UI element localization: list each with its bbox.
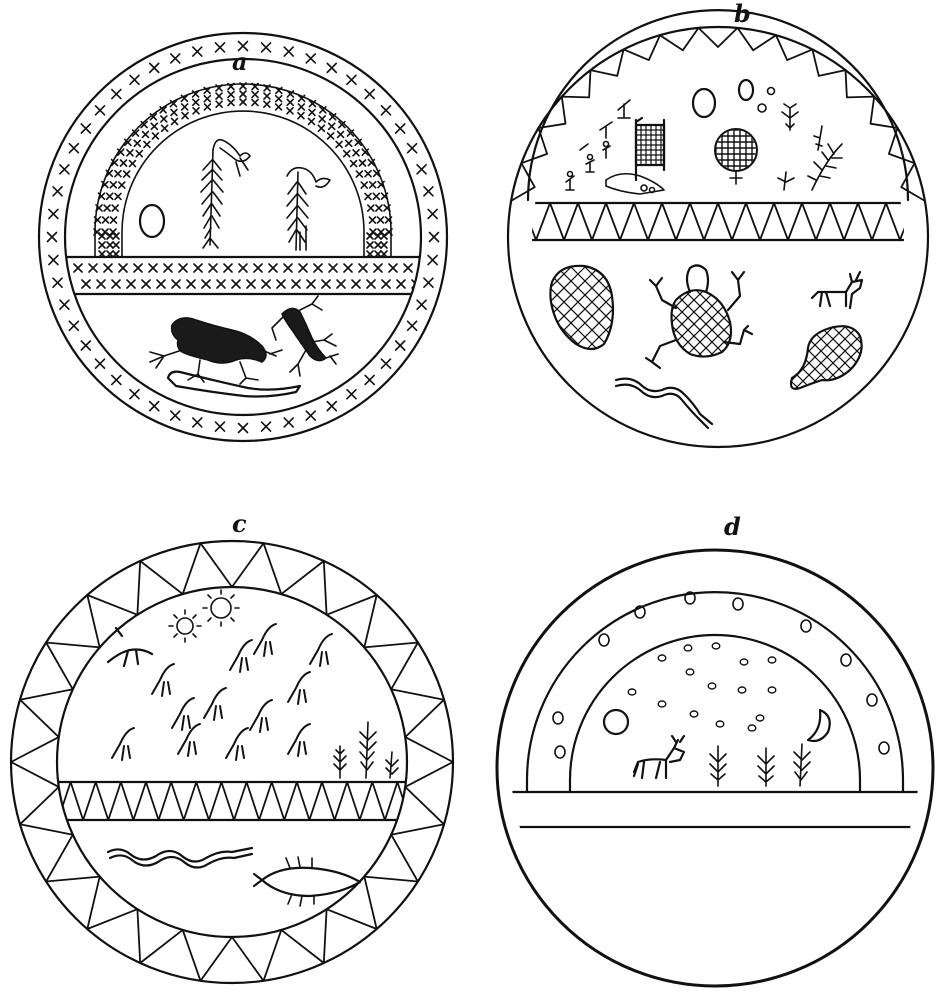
arch-cross bbox=[152, 133, 158, 139]
star-dot bbox=[708, 683, 716, 689]
star-dot bbox=[690, 711, 698, 717]
panel-b-outer-ring bbox=[508, 27, 928, 447]
panel-b-snake-figure bbox=[616, 379, 712, 428]
panel-b-netted-shell-right bbox=[720, 322, 934, 392]
star-dot bbox=[555, 746, 565, 758]
arch-cross bbox=[110, 182, 116, 188]
arch-cross bbox=[367, 242, 373, 248]
cross-mark bbox=[53, 187, 62, 196]
panel-a-band-crosses bbox=[74, 264, 420, 288]
panel-d-trees bbox=[710, 744, 810, 786]
band-cross bbox=[74, 264, 82, 272]
cross-mark bbox=[262, 422, 271, 431]
star-dot bbox=[658, 655, 666, 661]
band-cross bbox=[322, 280, 330, 288]
arch-cross bbox=[338, 131, 344, 137]
arch-cross bbox=[351, 161, 357, 167]
star-dot bbox=[879, 742, 889, 754]
star-dot bbox=[768, 657, 776, 663]
star-dot bbox=[740, 659, 748, 665]
panel-c-inner-triangle-band bbox=[58, 782, 410, 820]
panel-d-sun bbox=[604, 710, 628, 734]
star-dot bbox=[841, 654, 851, 666]
arch-cross bbox=[264, 93, 270, 99]
panel-a-moon-oval bbox=[140, 205, 164, 237]
panel-c-label: c bbox=[232, 509, 247, 538]
band-cross bbox=[119, 264, 127, 272]
band-cross bbox=[134, 264, 142, 272]
cross-mark bbox=[171, 411, 180, 420]
arch-cross bbox=[240, 91, 246, 97]
bird-track bbox=[172, 698, 194, 730]
panel-d-deer-figure bbox=[634, 736, 684, 778]
band-cross bbox=[127, 280, 135, 288]
cross-mark bbox=[306, 411, 315, 420]
arch-cross bbox=[309, 109, 315, 115]
band-cross bbox=[329, 264, 337, 272]
cross-mark bbox=[408, 321, 417, 330]
band-cross bbox=[389, 264, 397, 272]
band-cross bbox=[202, 280, 210, 288]
band-cross bbox=[179, 264, 187, 272]
cross-mark bbox=[171, 54, 180, 63]
star-dot bbox=[716, 721, 724, 727]
triangle-zigzag bbox=[11, 543, 453, 981]
arch-cross bbox=[375, 242, 381, 248]
band-cross bbox=[397, 280, 405, 288]
arch-cross bbox=[369, 217, 375, 223]
arch-cross bbox=[216, 93, 222, 99]
band-cross bbox=[187, 280, 195, 288]
star-dot bbox=[712, 643, 720, 649]
cross-mark bbox=[150, 402, 159, 411]
arch-cross bbox=[240, 99, 246, 105]
band-cross bbox=[404, 264, 412, 272]
panel-b-deer-figure bbox=[812, 272, 862, 308]
panel-b-netted-frame bbox=[606, 118, 664, 194]
cross-mark bbox=[48, 233, 57, 242]
arch-cross bbox=[171, 109, 177, 115]
bird-track bbox=[230, 640, 252, 672]
star-dot bbox=[738, 687, 746, 693]
cross-mark bbox=[96, 106, 105, 115]
panel-a-tree-left bbox=[201, 140, 250, 248]
arch-cross bbox=[111, 217, 117, 223]
band-cross bbox=[157, 280, 165, 288]
star-dot bbox=[801, 620, 811, 632]
arch-cross bbox=[193, 99, 199, 105]
arch-cross bbox=[99, 242, 105, 248]
cross-mark bbox=[347, 75, 356, 84]
panel-b-triangle-arc bbox=[511, 28, 925, 201]
star-dot bbox=[628, 689, 636, 695]
cross-mark bbox=[130, 390, 139, 399]
panel-c-sun-left bbox=[169, 610, 201, 642]
star-dot bbox=[867, 694, 877, 706]
band-cross bbox=[104, 264, 112, 272]
band-cross bbox=[314, 264, 322, 272]
band-cross bbox=[367, 280, 375, 288]
arch-cross bbox=[252, 92, 258, 98]
arch-cross bbox=[308, 118, 314, 124]
band-cross bbox=[262, 280, 270, 288]
bird-track bbox=[250, 700, 272, 732]
cross-mark bbox=[365, 375, 374, 384]
band-cross bbox=[112, 280, 120, 288]
panel-b-tree-figures bbox=[778, 104, 842, 190]
arch-cross bbox=[115, 171, 121, 177]
cross-mark bbox=[112, 375, 121, 384]
cross-mark bbox=[150, 63, 159, 72]
arch-cross bbox=[107, 242, 113, 248]
arch-cross bbox=[365, 171, 371, 177]
triangle-zigzag bbox=[511, 28, 925, 201]
star-dot bbox=[756, 715, 764, 721]
cross-mark bbox=[306, 54, 315, 63]
net-hatch bbox=[454, 262, 702, 356]
cross-mark bbox=[60, 300, 69, 309]
cross-mark bbox=[262, 43, 271, 52]
arch-cross bbox=[370, 182, 376, 188]
bird-track bbox=[204, 688, 226, 720]
arch-cross bbox=[318, 125, 324, 131]
panel-b bbox=[454, 0, 935, 447]
panel-b-netted-sun bbox=[714, 128, 758, 184]
star-dot bbox=[553, 712, 563, 724]
band-cross bbox=[232, 280, 240, 288]
band-cross bbox=[344, 264, 352, 272]
cross-mark bbox=[112, 90, 121, 99]
band-cross bbox=[247, 280, 255, 288]
bird-track bbox=[310, 634, 332, 666]
panel-c-fish-figure bbox=[254, 857, 360, 906]
arch-cross bbox=[172, 118, 178, 124]
band-cross bbox=[239, 264, 247, 272]
arch-cross bbox=[373, 193, 379, 199]
panel-c bbox=[11, 509, 453, 983]
arch-cross bbox=[107, 193, 113, 199]
panel-b-netted-shell-left bbox=[454, 262, 702, 356]
cross-mark bbox=[69, 144, 78, 153]
panel-d-crescent-moon bbox=[808, 710, 830, 741]
star-dot bbox=[733, 598, 743, 610]
arch-cross bbox=[353, 150, 359, 156]
arch-cross bbox=[319, 116, 325, 122]
arch-cross bbox=[329, 123, 335, 129]
cross-mark bbox=[81, 341, 90, 350]
arch-cross bbox=[103, 217, 109, 223]
panel-d-arch-outer bbox=[527, 592, 903, 792]
band-cross bbox=[224, 264, 232, 272]
arch-cross bbox=[182, 113, 188, 119]
arch-cross bbox=[162, 125, 168, 131]
arch-cross bbox=[112, 205, 118, 211]
star-dot bbox=[768, 687, 776, 693]
panel-c-sun-right bbox=[203, 590, 239, 626]
arch-cross bbox=[129, 161, 135, 167]
arch-cross bbox=[298, 113, 304, 119]
panel-b-star bbox=[758, 104, 766, 112]
panel-d-label: d bbox=[724, 512, 741, 541]
arch-cross bbox=[376, 205, 382, 211]
band-cross bbox=[284, 264, 292, 272]
band-cross bbox=[149, 264, 157, 272]
cross-mark bbox=[327, 402, 336, 411]
panel-a-bear-figure bbox=[150, 318, 300, 397]
panel-a-label: a bbox=[232, 47, 248, 76]
bird-track bbox=[288, 672, 310, 704]
band-cross bbox=[277, 280, 285, 288]
cross-mark bbox=[239, 424, 248, 433]
cross-mark bbox=[69, 321, 78, 330]
panel-a-tree-right bbox=[287, 168, 330, 250]
cross-mark bbox=[327, 63, 336, 72]
panel-c-bird-tracks bbox=[112, 624, 332, 760]
band-cross bbox=[164, 264, 172, 272]
arch-cross bbox=[368, 205, 374, 211]
panel-c-snake-figure bbox=[108, 848, 252, 868]
panel-b-frog-figure bbox=[598, 265, 802, 368]
star-dot bbox=[658, 701, 666, 707]
band-cross bbox=[82, 280, 90, 288]
cross-mark bbox=[284, 418, 293, 427]
star-dot bbox=[684, 645, 692, 651]
star-dot bbox=[748, 725, 756, 731]
band-cross bbox=[89, 264, 97, 272]
arch-cross bbox=[127, 150, 133, 156]
arch-cross bbox=[151, 123, 157, 129]
cross-mark bbox=[347, 390, 356, 399]
bird-track bbox=[112, 728, 134, 760]
cross-mark bbox=[53, 278, 62, 287]
band-cross bbox=[172, 280, 180, 288]
arch-cross bbox=[182, 104, 188, 110]
panel-c-trees bbox=[334, 722, 398, 778]
arch-cross bbox=[193, 108, 199, 114]
cross-mark bbox=[215, 422, 224, 431]
bird-track bbox=[226, 728, 248, 760]
arch-cross bbox=[204, 96, 210, 102]
cross-mark bbox=[428, 256, 437, 265]
cross-mark bbox=[408, 144, 417, 153]
arch-cross bbox=[134, 140, 140, 146]
panel-b-triangle-band bbox=[508, 203, 928, 240]
arch-cross bbox=[344, 151, 350, 157]
arch-cross bbox=[216, 101, 222, 107]
band-cross bbox=[254, 264, 262, 272]
cross-mark bbox=[130, 75, 139, 84]
arch-cross bbox=[115, 193, 121, 199]
cross-mark bbox=[424, 187, 433, 196]
bird-track bbox=[288, 724, 310, 756]
cross-mark bbox=[81, 124, 90, 133]
band-cross bbox=[292, 280, 300, 288]
band-cross bbox=[142, 280, 150, 288]
cross-mark bbox=[193, 418, 202, 427]
panel-c-triangle-band bbox=[11, 543, 453, 981]
triangle-zigzag bbox=[58, 782, 410, 820]
cross-mark bbox=[60, 165, 69, 174]
star-dot bbox=[686, 669, 694, 675]
arch-cross bbox=[328, 133, 334, 139]
panel-b-inner-arc bbox=[528, 10, 908, 200]
arch-cross bbox=[365, 193, 371, 199]
arch-cross bbox=[104, 205, 110, 211]
bird-track bbox=[152, 664, 174, 696]
cross-mark bbox=[396, 124, 405, 133]
cross-mark bbox=[424, 278, 433, 287]
panel-d-sky-stars bbox=[628, 643, 776, 731]
arch-cross bbox=[298, 104, 304, 110]
cross-mark bbox=[215, 43, 224, 52]
panel-c-outer-ring bbox=[11, 541, 453, 983]
band-cross bbox=[337, 280, 345, 288]
arch-cross bbox=[356, 171, 362, 177]
arch-cross bbox=[113, 242, 119, 248]
cross-mark bbox=[417, 300, 426, 309]
cross-mark bbox=[193, 47, 202, 56]
band-cross bbox=[359, 264, 367, 272]
cross-mark bbox=[430, 233, 439, 242]
band-cross bbox=[97, 280, 105, 288]
panel-b-star bbox=[768, 88, 775, 95]
arch-cross bbox=[119, 182, 125, 188]
band-cross bbox=[217, 280, 225, 288]
cross-mark bbox=[396, 341, 405, 350]
arch-cross bbox=[204, 104, 210, 110]
cross-mark bbox=[381, 359, 390, 368]
panel-b-small-oval bbox=[739, 80, 753, 100]
arch-cross bbox=[142, 131, 148, 137]
arch-cross bbox=[228, 100, 234, 106]
arch-cross bbox=[381, 242, 387, 248]
arch-cross bbox=[276, 104, 282, 110]
panel-d-arch-stars bbox=[553, 592, 889, 758]
arch-cross bbox=[161, 116, 167, 122]
arch-cross bbox=[346, 140, 352, 146]
cross-mark bbox=[381, 106, 390, 115]
arch-cross bbox=[144, 141, 150, 147]
band-cross bbox=[374, 264, 382, 272]
arch-cross bbox=[287, 99, 293, 105]
panel-a-inner-ring bbox=[65, 59, 421, 415]
arch-cross bbox=[252, 100, 258, 106]
cross-mark bbox=[49, 209, 58, 218]
band-cross bbox=[299, 264, 307, 272]
arch-cross bbox=[276, 96, 282, 102]
bird-track bbox=[254, 624, 276, 656]
panel-d bbox=[497, 512, 933, 986]
cross-mark bbox=[428, 209, 437, 218]
cross-mark bbox=[49, 256, 58, 265]
band-cross bbox=[194, 264, 202, 272]
cross-mark bbox=[284, 47, 293, 56]
cross-mark bbox=[417, 165, 426, 174]
panel-b-human-figures bbox=[566, 100, 630, 190]
band-cross bbox=[382, 280, 390, 288]
star-dot bbox=[599, 634, 609, 646]
net-hatch bbox=[720, 322, 934, 392]
arch-cross bbox=[264, 101, 270, 107]
arch-cross bbox=[336, 141, 342, 147]
arch-cross bbox=[228, 92, 234, 98]
arch-cross bbox=[377, 217, 383, 223]
triangle-zigzag bbox=[508, 203, 928, 240]
band-cross bbox=[352, 280, 360, 288]
arch-cross bbox=[361, 182, 367, 188]
arch-cross bbox=[360, 160, 366, 166]
arch-cross bbox=[124, 171, 130, 177]
panel-b-moon-oval bbox=[693, 89, 715, 117]
band-cross bbox=[307, 280, 315, 288]
cross-mark bbox=[365, 90, 374, 99]
band-cross bbox=[209, 264, 217, 272]
panel-b-label: b bbox=[734, 0, 751, 28]
panel-a-lizard-figure bbox=[272, 296, 338, 376]
arch-cross bbox=[287, 108, 293, 114]
panel-a bbox=[39, 33, 447, 441]
arch-cross bbox=[136, 151, 142, 157]
arch-cross bbox=[120, 160, 126, 166]
cross-mark bbox=[96, 359, 105, 368]
band-cross bbox=[269, 264, 277, 272]
net-hatch bbox=[598, 288, 802, 360]
